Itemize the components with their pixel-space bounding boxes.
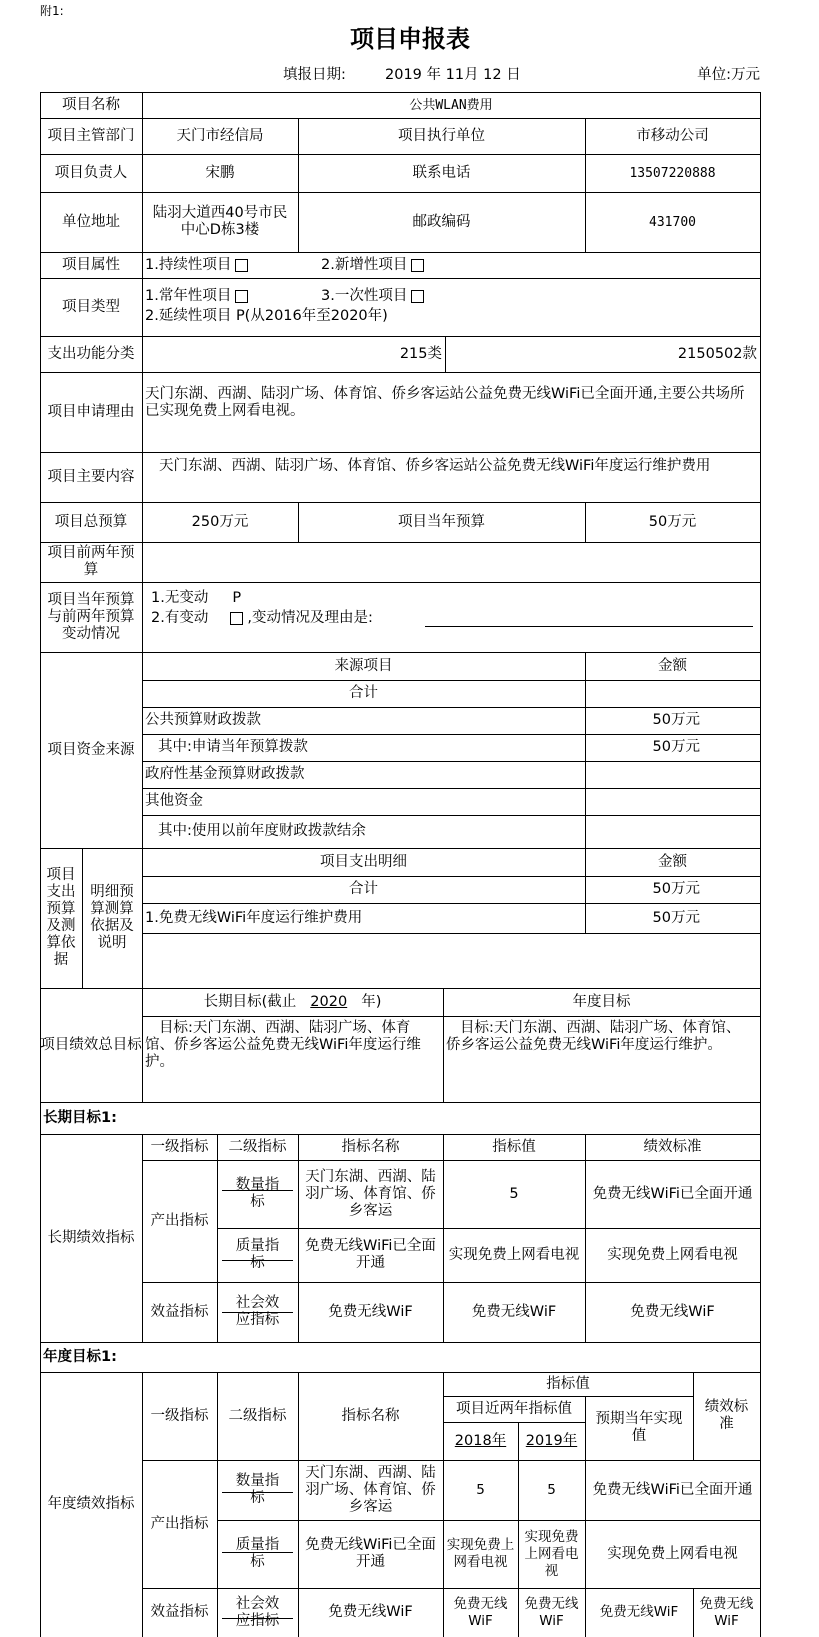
annual-indicators-label: 年度绩效指标 xyxy=(47,1496,135,1512)
annual-row-name: 免费无线WiFi已全面开通 xyxy=(305,1537,436,1570)
owner-value: 宋鹏 xyxy=(205,164,235,181)
long-row-name: 天门东湖、西湖、陆羽广场、体育馆、侨乡客运 xyxy=(305,1168,436,1219)
attribute-option-continuing[interactable] xyxy=(142,252,312,278)
long-output-label: 产出指标 xyxy=(150,1212,209,1229)
change-option-none-mark: P xyxy=(232,589,242,606)
checkbox-icon[interactable] xyxy=(411,290,424,303)
annual-h-2018-text: 2018年 xyxy=(454,1432,507,1449)
annual-row-2019: 实现免费上网看电视 xyxy=(524,1528,579,1579)
annual-row-name: 免费无线WiF xyxy=(328,1604,413,1620)
attribute-option-new-text: 2.新增性项目 xyxy=(321,256,408,273)
long-row-value: 免费无线WiF xyxy=(471,1303,557,1320)
attribute-label: 项目属性 xyxy=(62,256,120,273)
funding-row-amount xyxy=(585,788,760,815)
long-goal-header-pre: 长期目标(截止 xyxy=(203,993,297,1010)
long-row-name: 免费无线WiF xyxy=(328,1303,413,1320)
checkbox-icon[interactable] xyxy=(230,612,243,625)
address-label: 单位地址 xyxy=(62,213,120,230)
type-option-onetime-text: 3.一次性项目 xyxy=(321,287,408,304)
annual-row-expected: 实现免费上网看电视 xyxy=(607,1545,738,1562)
long-goal-header-post: 年) xyxy=(361,993,382,1010)
annual-row-expected: 免费无线WiFi已全面开通 xyxy=(592,1481,753,1498)
annual-h-recent: 项目近两年指标值 xyxy=(456,1400,572,1417)
year-budget-label: 项目当年预算 xyxy=(398,513,485,530)
prev-budget-label: 项目前两年预算 xyxy=(47,545,135,578)
function-class-category: 215类 xyxy=(399,345,442,362)
fill-date-label: 填报日期: xyxy=(283,66,346,83)
fill-date-value: 2019 年 11月 12 日 xyxy=(385,66,521,83)
annual-h-level2: 二级指标 xyxy=(228,1407,287,1424)
managing-dept-label: 项目主管部门 xyxy=(47,127,135,144)
long-header-cell: 绩效标准 xyxy=(643,1138,702,1155)
attachment-label: 附1: xyxy=(40,3,64,18)
annual-row-standard: 免费无线WiF xyxy=(699,1595,754,1629)
annual-h-2019-text: 2019年 xyxy=(525,1432,578,1449)
type-option-annual[interactable] xyxy=(142,286,312,306)
type-option-annual-text: 1.常年性项目 xyxy=(145,287,232,304)
executing-unit-value: 市移动公司 xyxy=(636,127,709,144)
long-goal-text: 目标:天门东湖、西湖、陆羽广场、体育馆、侨乡客运公益免费无线WiFi年度运行维护。 xyxy=(145,1020,421,1070)
reason-value: 天门东湖、西湖、陆羽广场、体育馆、侨乡客运站公益免费无线WiFi已全面开通,主要公共场所已实现免费上网看电视。 xyxy=(145,386,745,419)
annual-row-2019: 免费无线WiF xyxy=(524,1595,579,1629)
expense-label-inner: 明细预算测算依据及说明 xyxy=(90,884,134,951)
function-class-item: 2150502款 xyxy=(677,345,757,362)
checkbox-icon[interactable] xyxy=(235,290,248,303)
grid-line xyxy=(40,278,761,279)
expense-row-amount: 50万元 xyxy=(652,909,700,926)
funding-row-name: 合计 xyxy=(349,685,378,701)
expense-row-amount: 50万元 xyxy=(652,881,700,897)
annual-row-level2: 质量指标 xyxy=(235,1537,280,1570)
annual-h-2019 xyxy=(518,1422,585,1460)
funding-header-amount: 金额 xyxy=(658,657,687,674)
change-option-none-text: 1.无变动 xyxy=(151,589,209,606)
change-option-changed-text: 2.有变动 xyxy=(151,609,209,626)
total-budget-value: 250万元 xyxy=(191,513,249,530)
funding-row-name: 其他资金 xyxy=(145,793,203,809)
long-row-level2: 数量指标 xyxy=(235,1177,280,1210)
long-row-level2: 社会效应指标 xyxy=(235,1295,280,1328)
phone-label: 联系电话 xyxy=(412,164,471,181)
attribute-option-continuing-text: 1.持续性项目 xyxy=(145,256,232,273)
funding-row-name: 公共预算财政拨款 xyxy=(145,712,261,728)
unit-label: 单位:万元 xyxy=(697,66,760,83)
content-value: 天门东湖、西湖、陆羽广场、体育馆、侨乡客运站公益免费无线WiFi年度运行维护费用 xyxy=(159,458,711,474)
long-benefit-label: 效益指标 xyxy=(150,1303,209,1320)
annual-output-label: 产出指标 xyxy=(150,1515,209,1532)
annual-h-standard: 绩效标准 xyxy=(704,1399,749,1432)
expense-label-outer: 项目支出预算及测算依据 xyxy=(46,867,76,968)
funding-row-amount: 50万元 xyxy=(652,739,700,755)
address-value: 陆羽大道西40号市民中心D栋3楼 xyxy=(152,205,288,238)
postcode-label: 邮政编码 xyxy=(412,213,471,230)
funding-header-source: 来源项目 xyxy=(334,657,393,674)
annual-h-value: 指标值 xyxy=(546,1375,590,1392)
long-target-title: 长期目标1: xyxy=(43,1109,117,1126)
funding-row-name: 政府性基金预算财政拨款 xyxy=(145,766,305,782)
annual-row-2018: 5 xyxy=(476,1481,485,1498)
type-option-onetime[interactable] xyxy=(318,286,518,306)
checkbox-icon[interactable] xyxy=(235,259,248,272)
prev-budget-value[interactable] xyxy=(142,542,760,582)
project-name-label: 项目名称 xyxy=(62,96,120,113)
form-title: 项目申报表 xyxy=(350,24,470,53)
long-row-standard: 免费无线WiFi已全面开通 xyxy=(592,1185,753,1202)
content-label: 项目主要内容 xyxy=(47,468,135,485)
executing-unit-label: 项目执行单位 xyxy=(398,127,485,144)
annual-h-expected: 预期当年实现值 xyxy=(595,1411,683,1444)
phone-value: 13507220888 xyxy=(629,165,716,181)
annual-row-2019: 5 xyxy=(547,1481,556,1498)
long-goal-header xyxy=(142,988,443,1016)
project-type-label: 项目类型 xyxy=(62,298,120,315)
long-row-value: 5 xyxy=(509,1185,519,1202)
type-option-extended: 2.延续性项目 P(从2016年至2020年) xyxy=(145,307,388,324)
annual-benefit-label: 效益指标 xyxy=(150,1604,209,1620)
funding-row-amount xyxy=(585,761,760,788)
long-header-cell: 二级指标 xyxy=(228,1138,287,1155)
managing-dept-value: 天门市经信局 xyxy=(176,127,264,144)
funding-row-amount xyxy=(585,815,760,848)
expense-row-name: 1.免费无线WiFi年度运行维护费用 xyxy=(145,909,363,926)
annual-row-level2: 社会效应指标 xyxy=(235,1595,280,1629)
checkbox-icon[interactable] xyxy=(411,259,424,272)
funding-row-name: 其中:使用以前年度财政拨款结余 xyxy=(158,823,366,839)
change-option-none[interactable] xyxy=(148,588,448,608)
change-label: 项目当年预算与前两年预算变动情况 xyxy=(47,591,135,642)
project-name-value: 公共WLAN费用 xyxy=(409,97,493,113)
annual-goal-text: 目标:天门东湖、西湖、陆羽广场、体育馆、侨乡客运公益免费无线WiFi年度运行维护。 xyxy=(446,1020,741,1053)
long-header-cell: 指标名称 xyxy=(341,1138,400,1155)
grid-line xyxy=(40,582,761,583)
grid-line xyxy=(142,933,761,934)
long-row-name: 免费无线WiFi已全面开通 xyxy=(305,1238,436,1271)
annual-row-2018: 实现免费上网看电视 xyxy=(446,1537,515,1570)
long-goal-year: 2020 xyxy=(310,993,348,1010)
reason-label: 项目申请理由 xyxy=(47,403,135,420)
long-row-standard: 免费无线WiF xyxy=(630,1303,715,1320)
change-option-changed-tail: ,变动情况及理由是: xyxy=(247,609,373,626)
annual-h-2018 xyxy=(443,1422,518,1460)
function-class-label: 支出功能分类 xyxy=(47,345,135,362)
annual-h-name: 指标名称 xyxy=(341,1407,400,1424)
funding-label: 项目资金来源 xyxy=(47,741,135,758)
funding-row-amount: 50万元 xyxy=(652,712,700,728)
change-option-changed[interactable] xyxy=(148,608,448,628)
long-row-standard: 实现免费上网看电视 xyxy=(607,1246,738,1263)
goals-label: 项目绩效总目标 xyxy=(40,1036,142,1053)
funding-row-name: 其中:申请当年预算拨款 xyxy=(158,739,308,755)
annual-h-level1: 一级指标 xyxy=(150,1407,209,1424)
annual-goal-header: 年度目标 xyxy=(572,993,631,1010)
annual-row-2018: 免费无线WiF xyxy=(453,1595,508,1629)
long-header-cell: 一级指标 xyxy=(150,1138,209,1155)
expense-header-amount: 金额 xyxy=(658,853,687,870)
annual-target-title: 年度目标1: xyxy=(43,1348,117,1365)
long-row-value: 实现免费上网看电视 xyxy=(448,1246,580,1263)
expense-header-item: 项目支出明细 xyxy=(320,853,407,870)
owner-label: 项目负责人 xyxy=(54,164,128,181)
total-budget-label: 项目总预算 xyxy=(54,513,128,530)
long-row-level2: 质量指标 xyxy=(235,1238,280,1271)
annual-row-expected: 免费无线WiF xyxy=(599,1604,679,1620)
postcode-value: 431700 xyxy=(649,214,696,230)
expense-row-name: 合计 xyxy=(349,881,378,897)
long-indicators-label: 长期绩效指标 xyxy=(47,1229,135,1246)
annual-row-name: 天门东湖、西湖、陆羽广场、体育馆、侨乡客运 xyxy=(305,1464,436,1515)
long-header-cell: 指标值 xyxy=(492,1138,536,1155)
change-reason-blank[interactable] xyxy=(425,626,753,627)
attribute-option-new[interactable] xyxy=(318,252,518,278)
year-budget-value: 50万元 xyxy=(648,513,697,530)
grid-line xyxy=(760,92,761,1637)
annual-row-level2: 数量指标 xyxy=(235,1473,280,1506)
funding-row-amount xyxy=(585,680,760,707)
